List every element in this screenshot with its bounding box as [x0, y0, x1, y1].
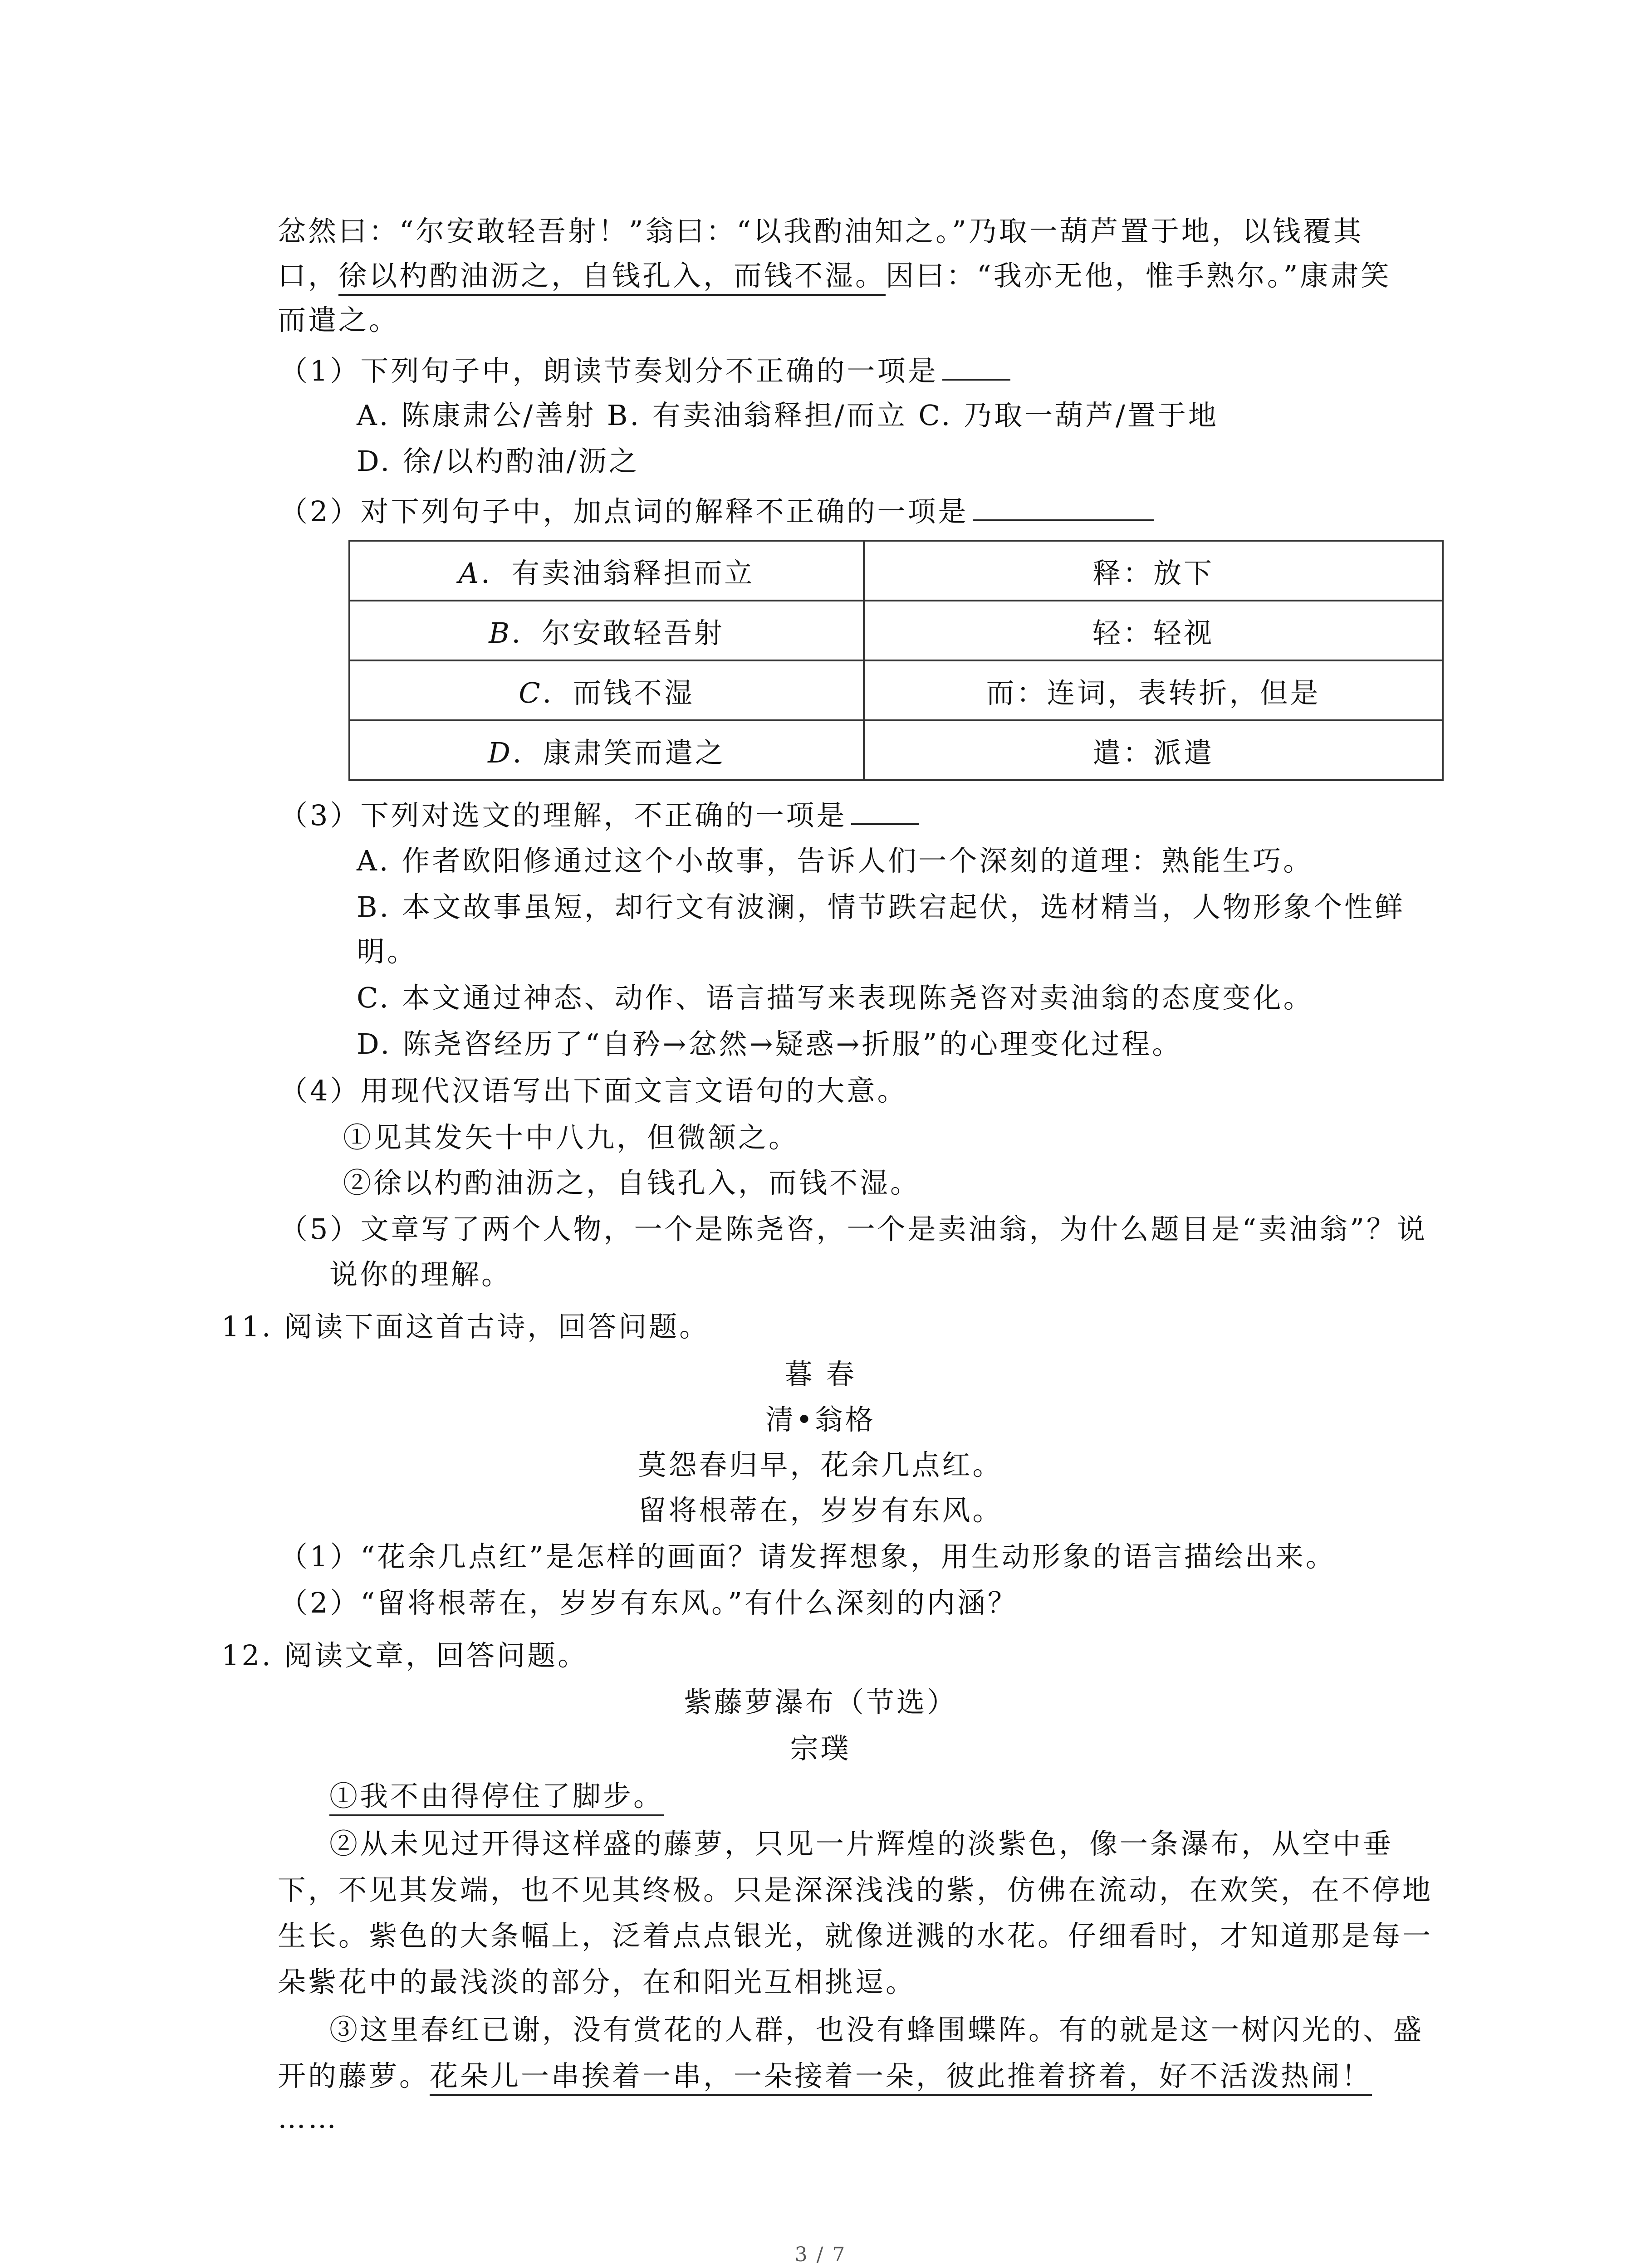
article-ellipsis: …… [278, 2102, 338, 2135]
q2-answer-blank[interactable] [973, 492, 1154, 521]
underlined-sentence: ①我不由得停住了脚步。 [329, 1779, 664, 1816]
article-p3-line-1: ③这里春红已谢，没有赏花的人群，也没有蜂围蝶阵。有的就是这一树闪光的、盛 [329, 2013, 1424, 2046]
q1-answer-blank[interactable] [942, 352, 1010, 381]
q1-stem [279, 352, 1010, 389]
article-p2-line-4: 朵紫花中的最浅淡的部分，在和阳光互相挑逗。 [278, 1965, 916, 1999]
poem-line-1: 莫怨春归早，花余几点红。 [638, 1448, 1003, 1481]
q5-line-2: 说你的理解。 [329, 1258, 512, 1291]
poem-title: 暮 春 [784, 1358, 857, 1391]
underlined-sentence: 徐以杓酌油沥之，自钱孔入，而钱不湿。 [338, 259, 886, 296]
q2-sentence-a: A．有卖油翁释担而立 [349, 541, 864, 601]
poem-author: 清•翁格 [765, 1403, 876, 1436]
article-p3-line-2-pre: 开的藤萝。 [278, 2059, 430, 2092]
q3-option-b-line-2: 明。 [357, 935, 418, 968]
q11-sub-1: （1）“花余几点红”是怎样的画面？请发挥想象，用生动形象的语言描绘出来。 [279, 1540, 1336, 1573]
passage-line-2 [278, 258, 1391, 294]
table-row [349, 601, 1443, 660]
q3-option-c: C. 本文通过神态、动作、语言描写来表现陈尧咨对卖油翁的态度变化。 [357, 981, 1314, 1014]
passage-line-2-post: 因曰：“我亦无他，惟手熟尔。”康肃笑 [886, 259, 1391, 292]
q1-stem-text: （1）下列句子中，朗读节奏划分不正确的一项是 [279, 354, 938, 387]
article-title: 紫藤萝瀑布（节选） [683, 1686, 957, 1719]
q3-stem [279, 796, 919, 834]
q2-sentence-d: D．康肃笑而遣之 [349, 720, 864, 780]
table-row [349, 660, 1443, 720]
passage-line-2-pre: 口， [278, 259, 339, 292]
poem-line-2: 留将根蒂在，岁岁有东风。 [638, 1494, 1003, 1527]
underlined-sentence: 花朵儿一串挨着一串，一朵接着一朵，彼此推着挤着，好不活泼热闹！ [430, 2059, 1372, 2096]
q4-item-2: ②徐以杓酌油沥之，自钱孔入，而钱不湿。 [343, 1166, 921, 1199]
q3-answer-blank[interactable] [851, 796, 919, 825]
q2-stem [279, 492, 1154, 530]
q2-sentence-b: B．尔安敢轻吾射 [349, 601, 864, 660]
article-p2-line-3: 生长。紫色的大条幅上，泛着点点银光，就像迸溅的水花。仔细看时，才知道那是每一 [278, 1919, 1433, 1952]
q4-item-1: ①见其发矢十中八九，但微颔之。 [343, 1121, 799, 1154]
table-row [349, 541, 1443, 601]
q1-options-line-2: D. 徐/以杓酌油/沥之 [357, 445, 639, 478]
q11-stem: 11. 阅读下面这首古诗，回答问题。 [221, 1310, 710, 1343]
article-author: 宗璞 [790, 1732, 851, 1765]
q2-explanation-b: 轻：轻视 [864, 601, 1443, 660]
q1-options-line-1: A. 陈康肃公/善射 B. 有卖油翁释担/而立 C. 乃取一葫芦/置于地 [357, 399, 1219, 432]
q4-stem: （4）用现代汉语写出下面文言文语句的大意。 [279, 1074, 908, 1107]
page-number: 3 / 7 [794, 2243, 847, 2266]
article-p2-line-2: 下，不见其发端，也不见其终极。只是深深浅浅的紫，仿佛在流动，在欢笑，在不停地 [278, 1873, 1433, 1906]
q2-explanation-c: 而：连词，表转折，但是 [864, 660, 1443, 720]
passage-line-1: 忿然曰：“尔安敢轻吾射！”翁曰：“以我酌油知之。”乃取一葫芦置于地，以钱覆其 [278, 215, 1364, 248]
q2-explanation-d: 遣：派遣 [864, 720, 1443, 780]
passage-line-3: 而遣之。 [278, 303, 400, 337]
article-paragraph-1 [329, 1778, 664, 1814]
q2-stem-text: （2）对下列句子中，加点词的解释不正确的一项是 [279, 495, 969, 528]
article-p3-line-2 [278, 2058, 1372, 2094]
q2-explanation-a: 释：放下 [864, 541, 1443, 601]
q5-line-1: （5）文章写了两个人物，一个是陈尧咨，一个是卖油翁，为什么题目是“卖油翁”？说 [279, 1212, 1427, 1246]
q12-stem: 12. 阅读文章，回答问题。 [221, 1639, 588, 1672]
q3-stem-text: （3）下列对选文的理解，不正确的一项是 [279, 799, 847, 832]
q2-table [348, 540, 1444, 781]
q3-option-d: D. 陈尧咨经历了“自矜→忿然→疑惑→折服”的心理变化过程。 [357, 1027, 1183, 1061]
q3-option-b-line-1: B. 本文故事虽短，却行文有波澜，情节跌宕起伏，选材精当，人物形象个性鲜 [357, 890, 1405, 924]
table-row [349, 720, 1443, 780]
q3-option-a: A. 作者欧阳修通过这个小故事，告诉人们一个深刻的道理：熟能生巧。 [357, 844, 1314, 877]
article-p2-line-1: ②从未见过开得这样盛的藤萝，只见一片辉煌的淡紫色，像一条瀑布，从空中垂 [329, 1827, 1394, 1860]
q2-sentence-c: C．而钱不湿 [349, 660, 864, 720]
q11-sub-2: （2）“留将根蒂在，岁岁有东风。”有什么深刻的内涵？ [279, 1586, 1018, 1619]
